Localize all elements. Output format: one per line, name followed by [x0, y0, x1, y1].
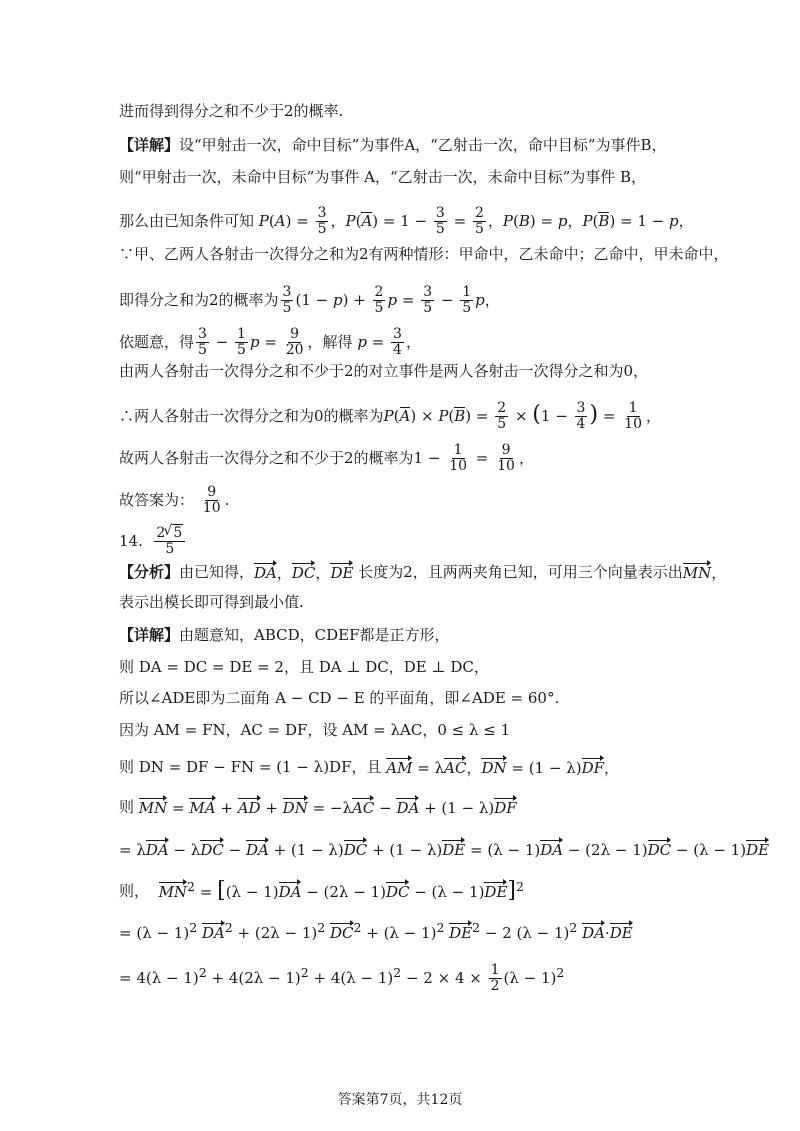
text: 因为 AM = FN，AC = DF，设 AM = λAC，0 ≤ λ ≤ 1 [119, 721, 511, 739]
line-13 [119, 563, 740, 581]
line-22 [119, 880, 740, 902]
text: 故答案为： [119, 491, 195, 510]
formula: MN = MA + AD + DN = −λAC − DA + (1 − λ)DF [138, 799, 517, 817]
formula: 1 − $\frac{1}{10}$ = $\frac{9}{10}$ ， [413, 442, 534, 475]
line-7 [119, 327, 740, 359]
line-5 [119, 247, 740, 262]
line-19 [119, 758, 740, 776]
line-16 [119, 660, 740, 675]
text: 表示出模长即可得到最小值. [119, 593, 304, 611]
formula-probabilities: P(A) = $\frac{3}{5}$ ，P(A) = 1 − $\frac{3}{5}$ = $\frac{2}{5}$ ，P(B) = p，P(B) = 1 − p， [258, 205, 694, 238]
text: 则 [119, 797, 135, 816]
line-1 [119, 104, 740, 119]
line-14 [119, 595, 740, 610]
line-3 [119, 170, 740, 185]
question-number: 14. [119, 532, 143, 551]
text: 长度为2，且两两夹角已知，可用三个向量表示出 [358, 562, 683, 581]
text: 故两人各射击一次得分之和不少于2的概率为 [119, 449, 414, 468]
line-4 [119, 206, 740, 238]
analysis-label: 【分析】 [119, 562, 180, 581]
answer: $\frac{2√ 5}{5}$ [143, 526, 187, 558]
line-15 [119, 628, 740, 643]
text: ∴两人各射击一次得分之和为0的概率为 [119, 407, 384, 426]
line-17 [119, 691, 740, 706]
text: 那么由已知条件可知 [119, 212, 255, 231]
formula: $\frac{3}{5}$ − $\frac{1}{5}$ p = $\frac{9}{20}$ [198, 326, 304, 359]
formula: = λDA − λDC − DA + (1 − λ)DC + (1 − λ)DE = (λ − 1)DA − (2λ − 1)DC − (λ − 1)DE [119, 841, 770, 859]
formula: P(A) × P(B) = $\frac{2}{5}$ × (1 − $\frac{3}{4}$ ) = $\frac{1}{10}$ ， [383, 400, 662, 433]
formula: $\frac{3}{5}$ (1 − p) + $\frac{2}{5}$ p = $\frac{3}{5}$ − $\frac{1}{5}$ p， [282, 284, 500, 317]
text: 设“甲射击一次，命中目标”为事件A，“乙射击一次，命中目标”为事件B， [179, 136, 667, 154]
detail-label: 【详解】 [119, 626, 180, 644]
text: 则 DN = DF − FN = (1 − λ)DF，且 [119, 757, 382, 776]
text: 所以∠ADE即为二面角 A − CD − E 的平面角，即∠ADE = 60°. [119, 689, 560, 707]
text: 由已知得， [179, 562, 255, 581]
line-9 [119, 401, 740, 433]
line-11 [119, 485, 740, 517]
line-20 [119, 798, 740, 816]
formula: AM = λAC，DN = (1 − λ)DF， [386, 759, 620, 777]
detail-label: 【详解】 [119, 136, 180, 154]
line-18 [119, 723, 740, 738]
text: 则 DA = DC = DE = 2，且 DA ⊥ DC，DE ⊥ DC， [119, 658, 489, 676]
formula: = $4(\lambda - 1)^2 + 4(2\lambda - 1)^2 + 4(\lambda - 1)^2 - 2 \times 4$ × $\frac{1}{2}$ $(\lambda - 1)^2$ [119, 962, 565, 995]
formula: p = $\frac{3}{4}$ ， [357, 326, 421, 359]
text: ∵甲、乙两人各射击一次得分之和为2有两种情形：甲命中，乙未命中；乙命中，甲未命中， [119, 245, 729, 263]
line-24 [119, 963, 740, 995]
text: 即得分之和为2的概率为 [119, 291, 279, 310]
line-21 [119, 840, 770, 859]
formula: $MN^2 = [(\lambda - 1)DA - (2\lambda - 1)DC - (\lambda - 1)DE]^2$ [158, 878, 524, 903]
vector-list: DA，DC，DE [254, 564, 354, 582]
line-12 [119, 526, 740, 558]
line-2 [119, 138, 740, 153]
text: 则， [119, 881, 150, 900]
line-8 [119, 364, 740, 379]
text: 由两人各射击一次得分之和不少于2的对立事件是两人各射击一次得分之和为0， [119, 362, 649, 380]
vector: MN， [682, 564, 727, 582]
line-6 [119, 285, 740, 317]
text: 依题意，得 [119, 333, 195, 352]
line-10 [119, 443, 740, 475]
text: 则“甲射击一次，未命中目标”为事件 A，“乙射击一次，未命中目标”为事件 B， [119, 168, 647, 186]
line-23 [119, 922, 740, 941]
answer: $\frac{9}{10}$ . [202, 484, 230, 517]
text: 由题意知，ABCD，CDEF都是正方形， [179, 626, 450, 644]
text: 进而得到得分之和不少于2的概率. [119, 102, 344, 120]
formula: = $(\lambda - 1)^2$ $DA^2 + (2\lambda - 1)^2$ $DC^2 + (\lambda - 1)^2$ $DE^2 - 2$ $(\lambda - 1)^2$ DA·DE [119, 920, 633, 942]
text: ，解得 [307, 333, 353, 352]
page-footer: 答案第7页，共12页 [337, 1092, 463, 1108]
